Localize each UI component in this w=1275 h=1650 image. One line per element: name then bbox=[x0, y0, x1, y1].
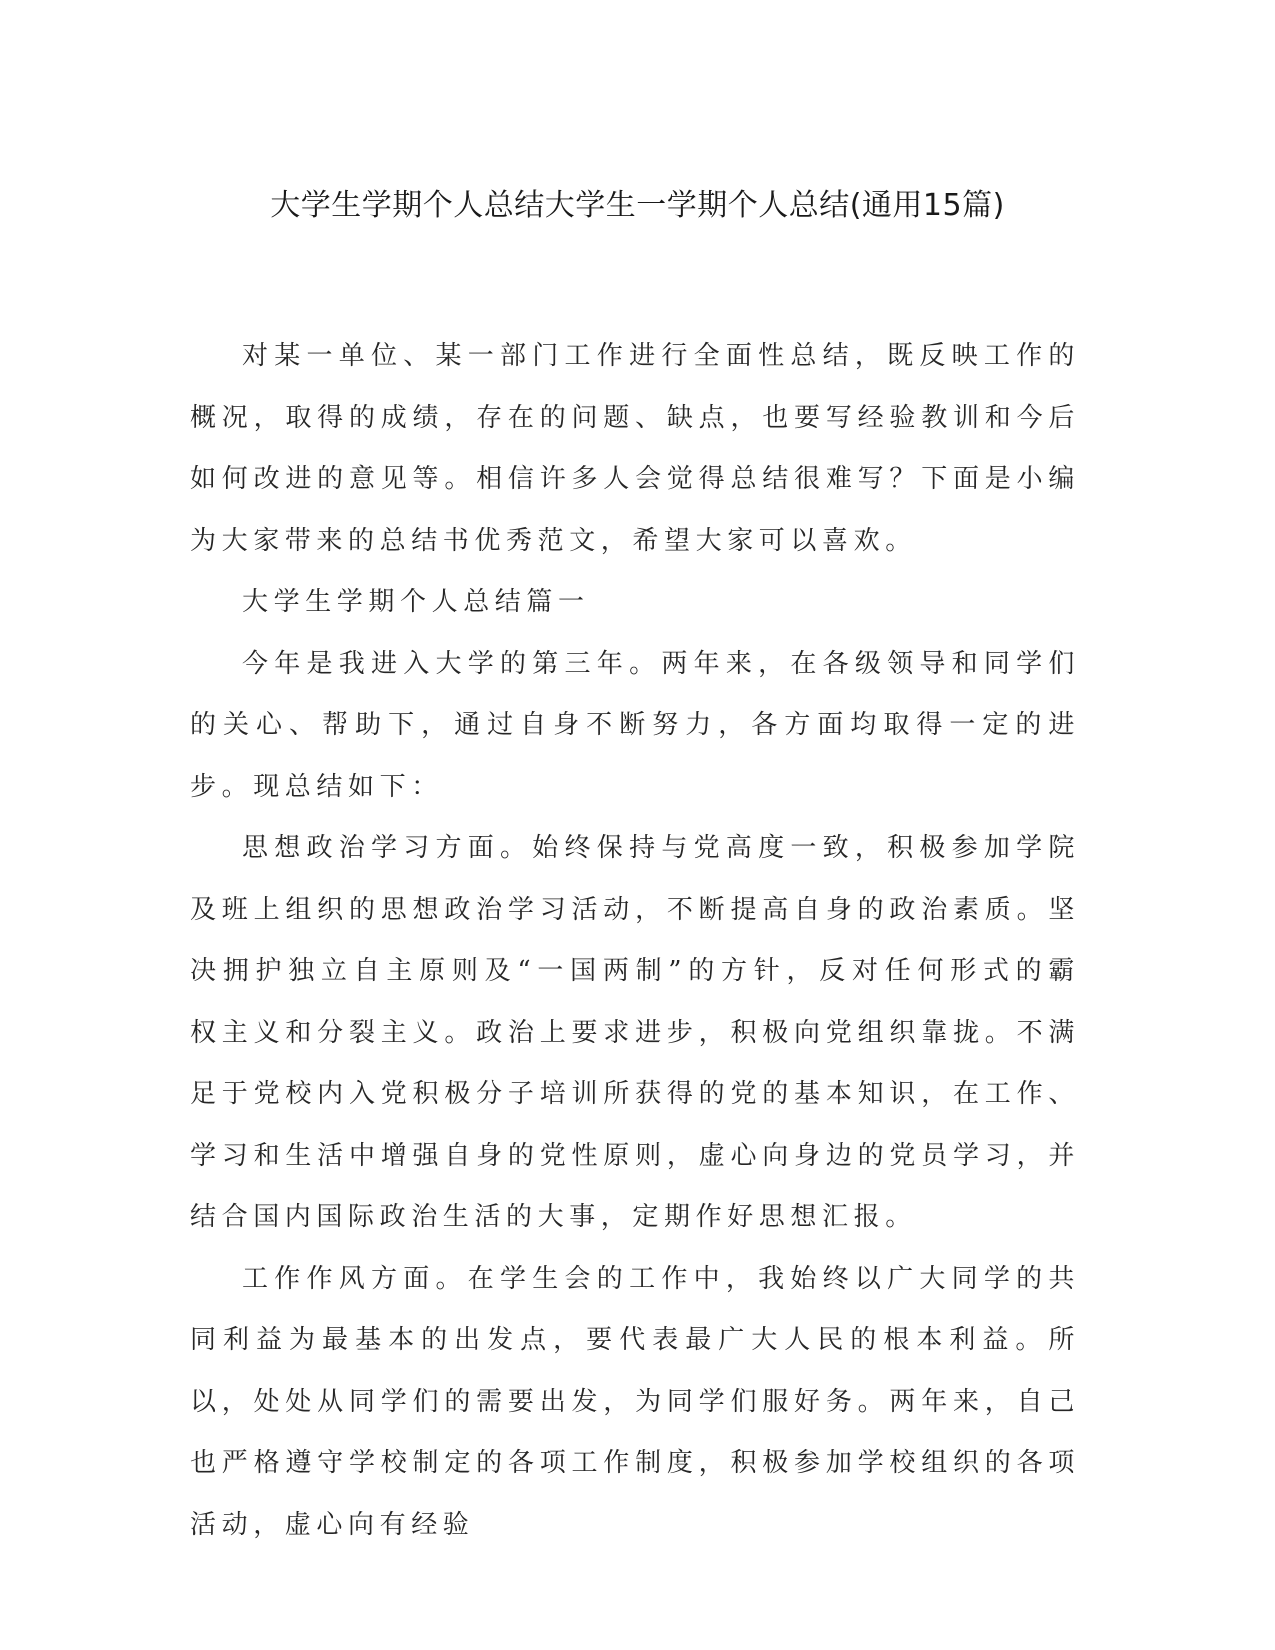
paragraph-opening: 今年是我进入大学的第三年。两年来，在各级领导和同学们的关心、帮助下，通过自身不断努力，各方面均取得一定的进步。现总结如下： bbox=[190, 648, 1080, 802]
paragraph-political-study: 思想政治学习方面。始终保持与党高度一致，积极参加学院及班上组织的思想政治学习活动，不断提高自身的政治素质。坚决拥护独立自主原则及“一国两制”的方针，反对任何形式的霸权主义和分裂主义。政治上要求进步，积极向党组织靠拢。不满足于党校内入党积极分子培训所获得的党的基本知识，在工作、学习和生活中增强自身的党性原则，虚心向身边的党员学习，并结合国内国际政治生活的大事，定期作好思想汇报。 bbox=[190, 833, 1080, 1232]
paragraph-work-style: 工作作风方面。在学生会的工作中，我始终以广大同学的共同利益为最基本的出发点，要代表最广大人民的根本利益。所以，处处从同学们的需要出发，为同学们服好务。两年来，自己也严格遵守学校制定的各项工作制度，积极参加学校组织的各项活动，虚心向有经验 bbox=[190, 1263, 1080, 1540]
section-heading: 大学生学期个人总结篇一 bbox=[242, 587, 590, 617]
document-body bbox=[190, 326, 1080, 1556]
document-title: 大学生学期个人总结大学生一学期个人总结(通用15篇) bbox=[270, 188, 1005, 223]
paragraph-intro: 对某一单位、某一部门工作进行全面性总结，既反映工作的概况，取得的成绩，存在的问题、缺点，也要写经验教训和今后如何改进的意见等。相信许多人会觉得总结很难写？下面是小编为大家带来的总结书优秀范文，希望大家可以喜欢。 bbox=[190, 341, 1080, 556]
